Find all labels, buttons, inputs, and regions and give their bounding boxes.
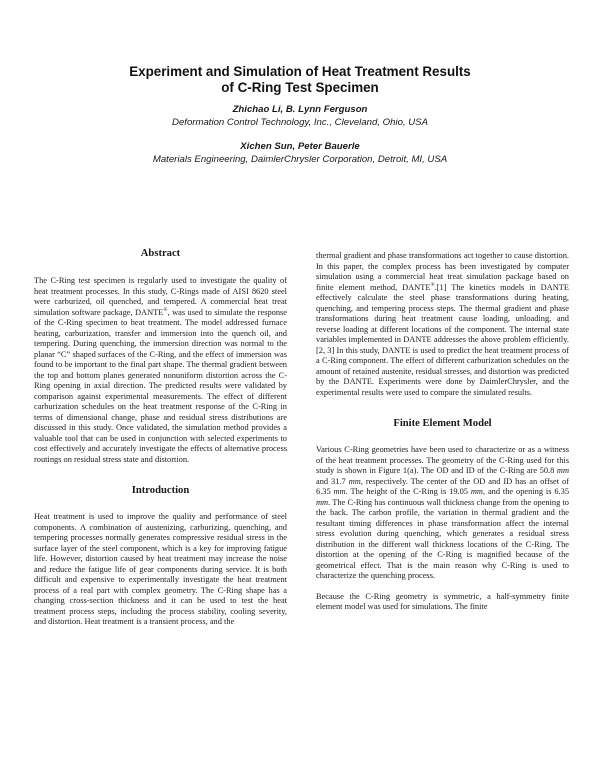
author-affiliation: Deformation Control Technology, Inc., Cleveland, Ohio, USA xyxy=(172,116,428,128)
registered-mark: ® xyxy=(163,306,168,313)
fem-paragraph-1 xyxy=(316,445,569,582)
unit-mm: mm xyxy=(316,497,329,507)
fem-text: and 31.7 xyxy=(316,476,349,486)
fem-text: Various C-Ring geometries have been used to characterize or as a witness of the heat treatment processes. The geometry of the C-Ring used for this study is shown in Figure 1(a). The OD and ID of the C-Ring are 50.8 xyxy=(316,445,569,475)
author-block-2 xyxy=(0,141,600,166)
paper-title xyxy=(0,64,600,96)
introduction-heading: Introduction xyxy=(131,485,190,496)
abstract-paragraph xyxy=(34,276,287,465)
introduction-paragraph: Heat treatment is used to improve the quality and performance of steel components. A combination of austenizing, carburizing, quenching, and tempering processes normally generates compressive residual stress in the surface layer of the steel component, which is a key for improving fatigue life. However, distortion caused by heat treatment may increase the noise and reduce the fatigue life of gear components during service. It is both difficult and expensive to experimentally investigate the heat treatment process of a real part with complex geometry. The C-Ring shape has a changing cross-section thickness and it can be used to test the heat treatment process steps, including the process stability, cooling severity, and distortion. Heat treatment is a transient process, and the xyxy=(34,512,287,626)
unit-mm: mm xyxy=(470,487,483,496)
abstract-text-part-1: The C-Ring test specimen is regularly used to investigate the quality of heat treatment processes. In this study, C-Rings made of AISI 8620 steel were carburized, oil quenched, and tempered. A commercial heat treat simulation software package, DANTE xyxy=(34,276,287,317)
fem-heading: Finite Element Model xyxy=(393,418,492,429)
right-column xyxy=(316,251,569,613)
intro-continuation-part-2: .[1] The kinetics models in DANTE effectively calculate the steel phase transformations during heating, quenching, and tempering process steps. The thermal gradient and phase transformations during heat treatment cause loading, unloading, and reverse loading at different locations of the component. The internal state variables implemented in DANTE addresses the above problem efficiently.[2, 3] In this study, DANTE is used to predict the heat treatment process of a C-Ring component. The effect of different carburization schedules on the amount of retained austenite, residual stresses, and distortion was predicted by the DANTE. Experiments were done by DaimlerChrysler, and the experimental results were used to compare the simulated results. xyxy=(316,282,569,397)
fem-text: . The height of the C-Ring is 19.05 xyxy=(345,487,471,496)
fem-text: . The C-Ring has continuous wall thickness change from the opening to the back. The carbon profile, the variation in thermal gradient and the resultant timing differences in phase transformation affect the internal stress evolution during quenching, which generates a residual stress distribution in the different wall thickness locations of the C-Ring. The distortion at the opening of the C-Ring is magnified because of the geometrical effect. That is the main reason why C-Ring is used to characterize the quenching process. xyxy=(316,497,569,580)
intro-continuation-part-1: thermal gradient and phase transformations act together to cause distortion. In this paper, the complex process has been investigated by computer simulation using a commercial heat treat simulation package based on finite element method, DANTE xyxy=(316,251,569,292)
fem-text: , respectively. The center of the OD and ID has an offset of 6.35 xyxy=(316,476,570,496)
registered-mark: ® xyxy=(430,281,435,288)
fem-text: , and the opening is 6.35 xyxy=(482,487,570,496)
author-affiliation: Materials Engineering, DaimlerChrysler Corporation, Detroit, MI, USA xyxy=(152,153,448,165)
fem-paragraph-2: Because the C-Ring geometry is symmetric, a half-symmetry finite element model was used for simulations. The finite xyxy=(316,591,569,611)
left-column xyxy=(34,248,287,628)
unit-mm: mm xyxy=(333,487,346,496)
paper-title-line-2: of C-Ring Test Specimen xyxy=(221,80,379,95)
unit-mm: mm xyxy=(556,466,569,475)
author-block-1 xyxy=(0,104,600,129)
author-names: Xichen Sun, Peter Bauerle xyxy=(240,141,360,152)
abstract-heading: Abstract xyxy=(140,248,181,259)
unit-mm: mm xyxy=(348,476,361,486)
paper-title-line-1: Experiment and Simulation of Heat Treatment Results xyxy=(129,64,471,79)
intro-continuation-paragraph xyxy=(316,251,569,398)
abstract-text-part-2: , was used to simulate the response of the C-Ring specimen to heat treatment. The model addressed furnace heating, carburization, transfer and immersion into the quench oil, and tempering. During quenching, the immersion direction was normal to the planar “C” shaped surfaces of the C-Ring, and the effect of immersion was found to be important to the final part shape. The thermal gradient between the top and bottom planes generated nonuniform distortion across the C-Ring opening in axial direction. The predicted results were validated by comparison against experimental measurements. The effect of different carburization schedules on the heat treatment response of the C-Ring in terms of dimensional change, phase and residual stress distributions are discussed in this study. Once validated, the simulation method provides a valuable tool that can be used in conjunction with selected experiments to cost effectively and accurately investigate the effects of alternative process routings on residual stress state and distortion. xyxy=(34,307,287,464)
author-names: Zhichao Li, B. Lynn Ferguson xyxy=(232,104,368,115)
